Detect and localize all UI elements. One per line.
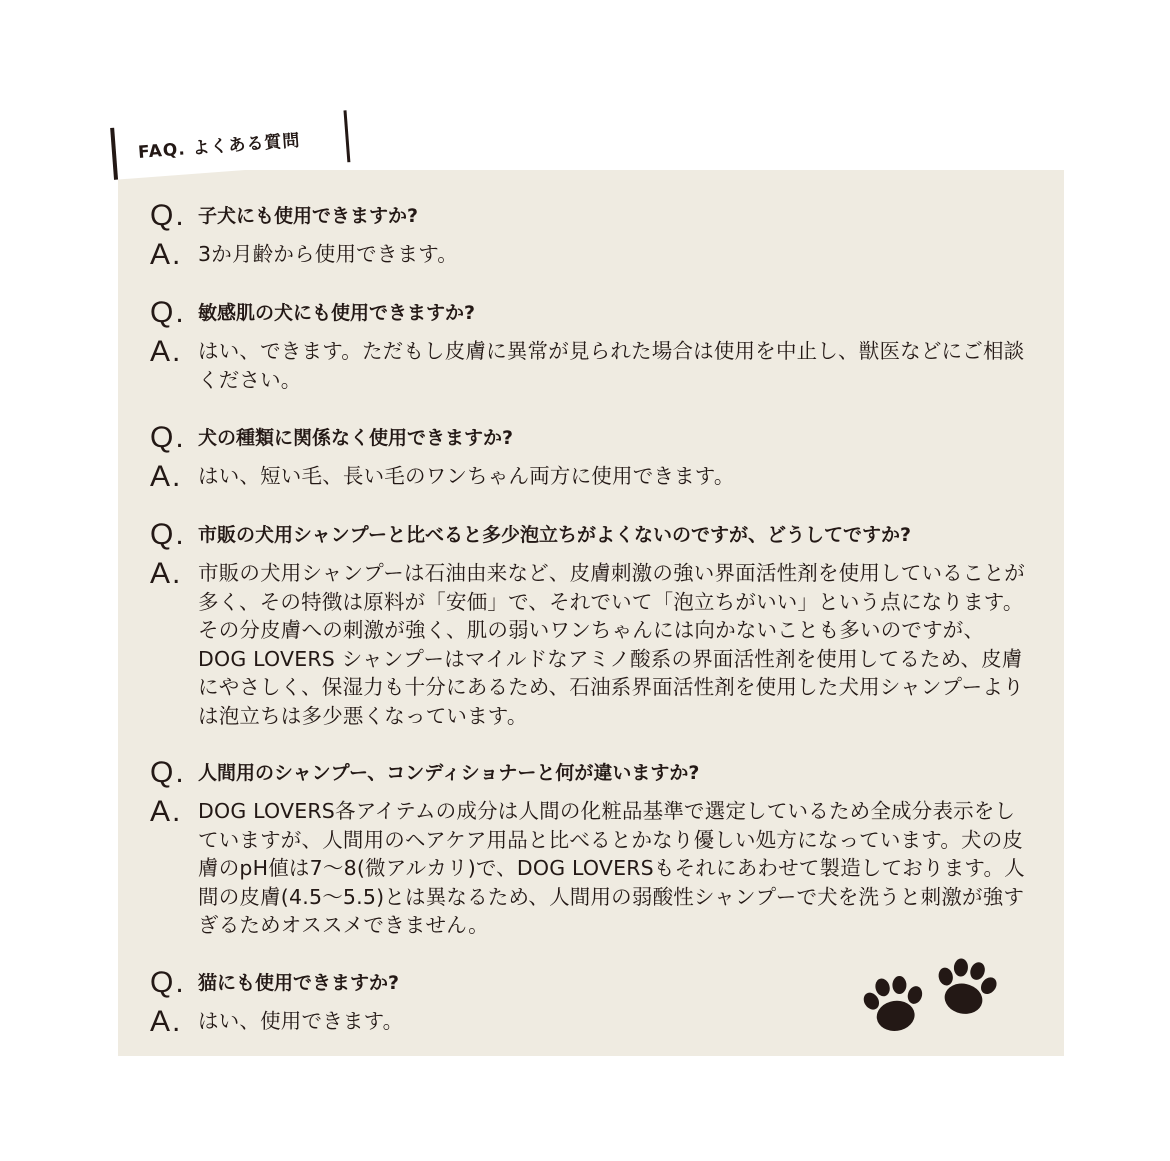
faq-item bbox=[150, 298, 1050, 394]
paw-prints-icon bbox=[858, 952, 1008, 1042]
answer-marker: A. bbox=[150, 335, 183, 368]
faq-item bbox=[150, 520, 1050, 730]
question-marker: Q. bbox=[150, 296, 186, 329]
answer-row bbox=[150, 559, 1050, 730]
question-text: 敏感肌の犬にも使用できますか? bbox=[198, 302, 476, 324]
answer-text: はい、できます。ただもし皮膚に異常が見られた場合は使用を中止し、獣医などにご相談ください。 bbox=[198, 339, 1025, 392]
answer-row bbox=[150, 240, 1050, 270]
question-text: 猫にも使用できますか? bbox=[198, 971, 400, 994]
answer-row bbox=[150, 797, 1050, 940]
question-marker: Q. bbox=[150, 199, 186, 232]
question-marker: Q. bbox=[150, 421, 186, 454]
answer-marker: A. bbox=[150, 238, 183, 271]
question-text: 犬の種類に関係なく使用できますか? bbox=[198, 427, 514, 449]
faq-tag-label: FAQ. よくある質問 bbox=[137, 130, 302, 163]
answer-row bbox=[150, 462, 1050, 492]
answer-text: 3か月齢から使用できます。 bbox=[198, 242, 459, 266]
paw-icon-left bbox=[858, 972, 929, 1035]
answer-marker: A. bbox=[150, 460, 183, 493]
question-row bbox=[150, 758, 1050, 788]
answer-text: 市販の犬用シャンプーは石油由来など、皮膚刺激の強い界面活性剤を使用していることが多く、その特徴は原料が「安価」で、それでいて「泡立ちがいい」という点になります。その分皮膚への刺激が強く、肌の弱いワンちゃんには向かないことも多いのですが、DOG LOVERS シャンプーはマイルドなアミノ酸系の界面活性剤を使用してるため、皮膚にやさしく、保湿力も十分にあるため、石油系界面活性剤を使用した犬用シャンプーよりは泡立ちは多少悪くなっています。 bbox=[198, 561, 1025, 728]
answer-row bbox=[150, 337, 1050, 394]
question-row bbox=[150, 298, 1050, 328]
answer-text: はい、使用できます。 bbox=[198, 1008, 404, 1033]
answer-marker: A. bbox=[150, 1004, 183, 1038]
question-marker: Q. bbox=[150, 965, 186, 999]
question-row bbox=[150, 201, 1050, 231]
question-text: 市販の犬用シャンプーと比べると多少泡立ちがよくないのですが、どうしてですか? bbox=[198, 524, 912, 546]
answer-text: はい、短い毛、長い毛のワンちゃん両方に使用できます。 bbox=[198, 464, 735, 488]
answer-marker: A. bbox=[150, 795, 183, 828]
faq-list bbox=[150, 201, 1050, 1037]
answer-marker: A. bbox=[150, 557, 183, 590]
faq-item bbox=[150, 758, 1050, 940]
question-text: 子犬にも使用できますか? bbox=[198, 205, 419, 227]
answer-text: DOG LOVERS各アイテムの成分は人間の化粧品基準で選定しているため全成分表示をしていますが、人間用のヘアケア用品と比べるとかなり優しい処方になっています。犬の皮膚のpH値は7〜8(微アルカリ)で、DOG LOVERSもそれにあわせて製造しております。人間の皮膚(4.5〜5.5)とは異なるため、人間用の弱酸性シャンプーで犬を洗うと刺激が強すぎるためオススメできません。 bbox=[198, 799, 1025, 937]
paw-icon-right bbox=[929, 953, 1003, 1020]
faq-item bbox=[150, 423, 1050, 492]
question-row bbox=[150, 423, 1050, 453]
question-marker: Q. bbox=[150, 518, 186, 551]
question-text: 人間用のシャンプー、コンディショナーと何が違いますか? bbox=[198, 762, 700, 784]
question-row bbox=[150, 520, 1050, 550]
question-marker: Q. bbox=[150, 756, 186, 789]
faq-item bbox=[150, 201, 1050, 270]
